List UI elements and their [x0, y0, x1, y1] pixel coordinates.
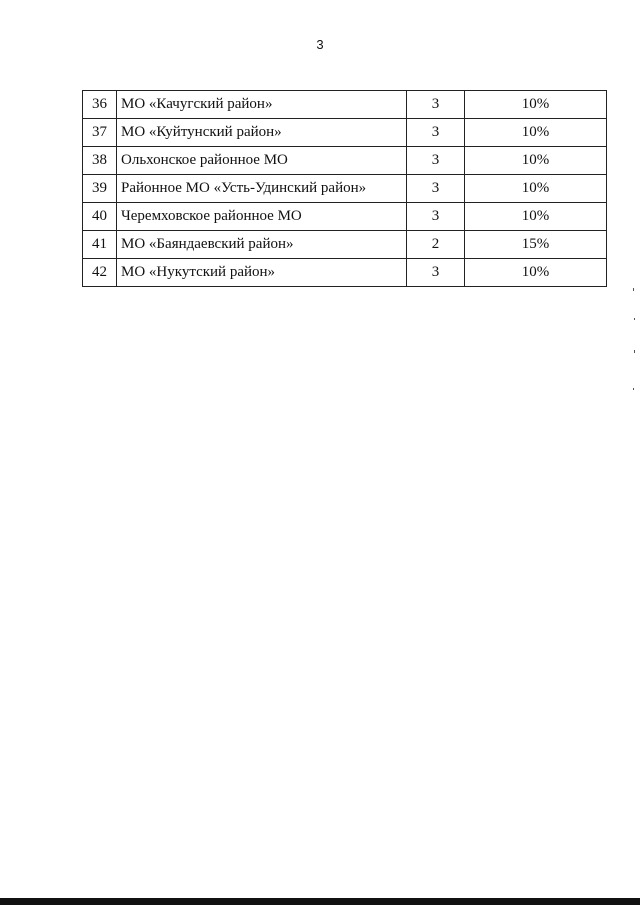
table-row — [83, 119, 607, 147]
scan-artifact — [634, 350, 635, 353]
count-cell: 3 — [407, 147, 465, 175]
count-cell: 3 — [407, 175, 465, 203]
percent-cell: 10% — [465, 175, 607, 203]
scan-artifact — [633, 388, 634, 390]
district-name: Районное МО «Усть-Удинский район» — [117, 175, 407, 203]
count-cell: 3 — [407, 119, 465, 147]
table-row — [83, 203, 607, 231]
scan-artifact — [634, 318, 635, 320]
percent-cell: 10% — [465, 91, 607, 119]
district-name: МО «Нукутский район» — [117, 259, 407, 287]
count-cell: 3 — [407, 259, 465, 287]
scan-bottom-edge — [0, 898, 640, 905]
percent-cell: 10% — [465, 119, 607, 147]
row-number: 37 — [83, 119, 117, 147]
district-name: МО «Качугский район» — [117, 91, 407, 119]
table-row — [83, 91, 607, 119]
table-row — [83, 175, 607, 203]
district-name: МО «Баяндаевский район» — [117, 231, 407, 259]
count-cell: 3 — [407, 203, 465, 231]
row-number: 39 — [83, 175, 117, 203]
row-number: 36 — [83, 91, 117, 119]
table-row — [83, 231, 607, 259]
district-name: Черемховское районное МО — [117, 203, 407, 231]
count-cell: 3 — [407, 91, 465, 119]
table-row — [83, 147, 607, 175]
district-name: МО «Куйтунский район» — [117, 119, 407, 147]
percent-cell: 10% — [465, 203, 607, 231]
percent-cell: 10% — [465, 259, 607, 287]
count-cell: 2 — [407, 231, 465, 259]
table-row — [83, 259, 607, 287]
percent-cell: 10% — [465, 147, 607, 175]
percent-cell: 15% — [465, 231, 607, 259]
scan-artifact — [633, 288, 634, 291]
row-number: 42 — [83, 259, 117, 287]
districts-table — [82, 90, 607, 287]
row-number: 40 — [83, 203, 117, 231]
row-number: 41 — [83, 231, 117, 259]
page-number: 3 — [316, 37, 324, 52]
district-name: Ольхонское районное МО — [117, 147, 407, 175]
row-number: 38 — [83, 147, 117, 175]
